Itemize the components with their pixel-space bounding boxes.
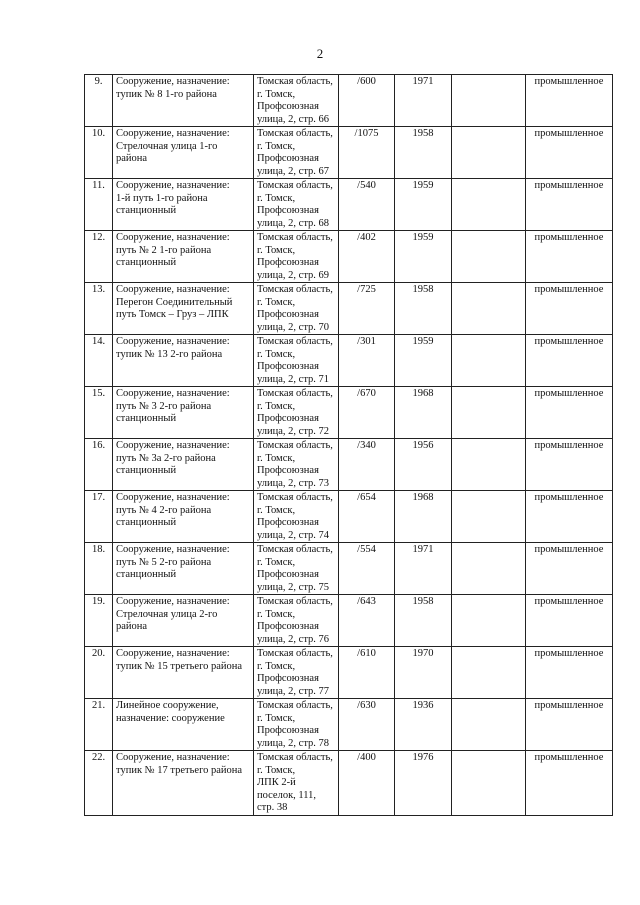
empty-cell xyxy=(452,491,526,543)
address-line: улица, 2, стр. 78 xyxy=(257,737,330,749)
table-row xyxy=(85,699,613,751)
address-cell xyxy=(254,335,339,387)
table-row xyxy=(85,231,613,283)
row-number-cell: 20. xyxy=(85,647,113,699)
address-cell xyxy=(254,179,339,231)
address-line: Томская область, xyxy=(257,76,333,87)
address-line: Томская область, xyxy=(257,336,333,347)
row-number-cell: 14. xyxy=(85,335,113,387)
address-line: г. Томск, xyxy=(257,88,296,100)
row-number-cell: 18. xyxy=(85,543,113,595)
row-number-cell: 11. xyxy=(85,179,113,231)
empty-cell xyxy=(452,75,526,127)
length-cell: /1075 xyxy=(339,127,395,179)
table-body xyxy=(85,75,613,816)
address-line: Профсоюзная xyxy=(257,517,319,528)
address-cell xyxy=(254,595,339,647)
address-cell xyxy=(254,647,339,699)
purpose-cell: промышленное xyxy=(526,231,613,283)
page-number: 2 xyxy=(316,46,324,61)
address-line: Томская область, xyxy=(257,284,333,295)
table-row xyxy=(85,491,613,543)
row-number-cell: 10. xyxy=(85,127,113,179)
year-cell: 1976 xyxy=(395,751,452,816)
name-line: Сооружение, назначение: xyxy=(116,76,230,87)
length-cell: /643 xyxy=(339,595,395,647)
address-line: Томская область, xyxy=(257,128,333,139)
address-line: г. Томск, xyxy=(257,608,296,620)
empty-cell xyxy=(452,543,526,595)
object-name-cell xyxy=(113,283,254,335)
empty-cell xyxy=(452,335,526,387)
length-cell: /610 xyxy=(339,647,395,699)
name-line: Перегон Соединительный xyxy=(116,296,233,308)
name-line: района xyxy=(116,153,148,164)
table-row xyxy=(85,127,613,179)
purpose-cell: промышленное xyxy=(526,595,613,647)
empty-cell xyxy=(452,283,526,335)
row-number-cell: 13. xyxy=(85,283,113,335)
purpose-cell: промышленное xyxy=(526,283,613,335)
name-line: Сооружение, назначение: xyxy=(116,128,230,139)
address-line: г. Томск, xyxy=(257,452,296,464)
row-number-cell: 19. xyxy=(85,595,113,647)
address-cell xyxy=(254,439,339,491)
table-row xyxy=(85,647,613,699)
address-line: улица, 2, стр. 66 xyxy=(257,113,330,125)
year-cell: 1971 xyxy=(395,543,452,595)
length-cell: /670 xyxy=(339,387,395,439)
name-line: тупик № 13 2-го района xyxy=(116,348,223,360)
year-cell: 1958 xyxy=(395,127,452,179)
table-row xyxy=(85,283,613,335)
address-line: г. Томск, xyxy=(257,400,296,412)
address-line: Томская область, xyxy=(257,648,333,659)
year-cell: 1959 xyxy=(395,179,452,231)
address-line: улица, 2, стр. 74 xyxy=(257,529,330,541)
address-line: Профсоюзная xyxy=(257,153,319,164)
address-line: г. Томск, xyxy=(257,660,296,672)
object-name-cell xyxy=(113,335,254,387)
name-line: тупик № 8 1-го района xyxy=(116,88,217,100)
object-name-cell xyxy=(113,491,254,543)
row-number-cell: 12. xyxy=(85,231,113,283)
table-row xyxy=(85,335,613,387)
address-line: Профсоюзная xyxy=(257,101,319,112)
address-line: улица, 2, стр. 75 xyxy=(257,581,330,593)
object-name-cell xyxy=(113,647,254,699)
length-cell: /540 xyxy=(339,179,395,231)
year-cell: 1970 xyxy=(395,647,452,699)
address-line: улица, 2, стр. 71 xyxy=(257,373,330,385)
table-row xyxy=(85,387,613,439)
address-line: улица, 2, стр. 67 xyxy=(257,165,330,177)
address-line: улица, 2, стр. 76 xyxy=(257,633,330,645)
purpose-cell: промышленное xyxy=(526,179,613,231)
name-line: путь № 3а 2-го района xyxy=(116,452,216,464)
address-cell xyxy=(254,699,339,751)
purpose-cell: промышленное xyxy=(526,127,613,179)
row-number-cell: 22. xyxy=(85,751,113,816)
address-line: улица, 2, стр. 69 xyxy=(257,269,330,281)
address-line: Томская область, xyxy=(257,440,333,451)
purpose-cell: промышленное xyxy=(526,75,613,127)
empty-cell xyxy=(452,647,526,699)
year-cell: 1959 xyxy=(395,231,452,283)
object-name-cell xyxy=(113,595,254,647)
name-line: Стрелочная улица 1-го xyxy=(116,140,218,152)
empty-cell xyxy=(452,595,526,647)
name-line: путь № 2 1-го района xyxy=(116,244,212,256)
purpose-cell: промышленное xyxy=(526,335,613,387)
empty-cell xyxy=(452,127,526,179)
purpose-cell: промышленное xyxy=(526,439,613,491)
address-line: поселок, 111, xyxy=(257,789,317,801)
address-line: г. Томск, xyxy=(257,712,296,724)
property-registry-table xyxy=(84,74,613,816)
year-cell: 1968 xyxy=(395,491,452,543)
table-row xyxy=(85,751,613,816)
address-line: Томская область, xyxy=(257,492,333,503)
object-name-cell xyxy=(113,231,254,283)
name-line: Сооружение, назначение: xyxy=(116,492,230,503)
name-line: путь Томск – Груз – ЛПК xyxy=(116,309,229,320)
address-line: улица, 2, стр. 73 xyxy=(257,477,330,489)
address-line: г. Томск, xyxy=(257,348,296,360)
name-line: Сооружение, назначение: xyxy=(116,440,230,451)
address-line: Профсоюзная xyxy=(257,621,319,632)
object-name-cell xyxy=(113,699,254,751)
name-line: Сооружение, назначение: xyxy=(116,232,230,243)
name-line: района xyxy=(116,621,148,632)
empty-cell xyxy=(452,699,526,751)
purpose-cell: промышленное xyxy=(526,543,613,595)
row-number-cell: 9. xyxy=(85,75,113,127)
address-line: Томская область, xyxy=(257,752,333,763)
length-cell: /554 xyxy=(339,543,395,595)
name-line: станционный xyxy=(116,517,177,528)
empty-cell xyxy=(452,439,526,491)
address-line: Томская область, xyxy=(257,596,333,607)
address-cell xyxy=(254,231,339,283)
table-row xyxy=(85,179,613,231)
address-line: г. Томск, xyxy=(257,192,296,204)
year-cell: 1956 xyxy=(395,439,452,491)
table-row xyxy=(85,595,613,647)
length-cell: /600 xyxy=(339,75,395,127)
address-line: Томская область, xyxy=(257,180,333,191)
address-cell xyxy=(254,751,339,816)
name-line: Линейное сооружение, xyxy=(116,700,219,711)
name-line: тупик № 15 третьего района xyxy=(116,660,243,672)
object-name-cell xyxy=(113,179,254,231)
name-line: Сооружение, назначение: xyxy=(116,648,230,659)
year-cell: 1968 xyxy=(395,387,452,439)
table-row xyxy=(85,439,613,491)
table-row xyxy=(85,75,613,127)
object-name-cell xyxy=(113,387,254,439)
year-cell: 1936 xyxy=(395,699,452,751)
address-cell xyxy=(254,127,339,179)
address-cell xyxy=(254,75,339,127)
address-line: улица, 2, стр. 77 xyxy=(257,685,330,697)
object-name-cell xyxy=(113,543,254,595)
name-line: станционный xyxy=(116,257,177,268)
purpose-cell: промышленное xyxy=(526,751,613,816)
name-line: Сооружение, назначение: xyxy=(116,596,230,607)
purpose-cell: промышленное xyxy=(526,491,613,543)
address-line: Томская область, xyxy=(257,544,333,555)
object-name-cell xyxy=(113,439,254,491)
address-line: Томская область, xyxy=(257,700,333,711)
empty-cell xyxy=(452,751,526,816)
address-line: Профсоюзная xyxy=(257,413,319,424)
address-cell xyxy=(254,491,339,543)
purpose-cell: промышленное xyxy=(526,647,613,699)
name-line: Сооружение, назначение: xyxy=(116,180,230,191)
address-line: Томская область, xyxy=(257,232,333,243)
address-line: Профсоюзная xyxy=(257,569,319,580)
address-line: Профсоюзная xyxy=(257,257,319,268)
length-cell: /340 xyxy=(339,439,395,491)
address-line: Профсоюзная xyxy=(257,205,319,216)
address-line: г. Томск, xyxy=(257,244,296,256)
address-line: Профсоюзная xyxy=(257,465,319,476)
address-line: улица, 2, стр. 68 xyxy=(257,217,330,229)
address-line: Профсоюзная xyxy=(257,361,319,372)
length-cell: /301 xyxy=(339,335,395,387)
address-cell xyxy=(254,283,339,335)
address-line: Профсоюзная xyxy=(257,673,319,684)
length-cell: /630 xyxy=(339,699,395,751)
name-line: Сооружение, назначение: xyxy=(116,544,230,555)
length-cell: /402 xyxy=(339,231,395,283)
name-line: путь № 5 2-го района xyxy=(116,556,212,568)
address-line: улица, 2, стр. 72 xyxy=(257,425,330,437)
name-line: Сооружение, назначение: xyxy=(116,284,230,295)
name-line: станционный xyxy=(116,465,177,476)
address-line: г. Томск, xyxy=(257,764,296,776)
length-cell: /654 xyxy=(339,491,395,543)
table-row xyxy=(85,543,613,595)
address-line: г. Томск, xyxy=(257,556,296,568)
name-line: путь № 3 2-го района xyxy=(116,400,212,412)
address-line: стр. 38 xyxy=(257,802,288,813)
name-line: Стрелочная улица 2-го xyxy=(116,608,218,620)
address-line: г. Томск, xyxy=(257,504,296,516)
address-line: г. Томск, xyxy=(257,140,296,152)
name-line: тупик № 17 третьего района xyxy=(116,764,243,776)
address-line: Томская область, xyxy=(257,388,333,399)
row-number-cell: 17. xyxy=(85,491,113,543)
length-cell: /400 xyxy=(339,751,395,816)
empty-cell xyxy=(452,231,526,283)
year-cell: 1958 xyxy=(395,595,452,647)
length-cell: /725 xyxy=(339,283,395,335)
name-line: назначение: сооружение xyxy=(116,712,225,724)
address-cell xyxy=(254,543,339,595)
name-line: Сооружение, назначение: xyxy=(116,388,230,399)
address-line: Профсоюзная xyxy=(257,725,319,736)
purpose-cell: промышленное xyxy=(526,699,613,751)
name-line: станционный xyxy=(116,413,177,424)
name-line: станционный xyxy=(116,205,177,216)
address-line: г. Томск, xyxy=(257,296,296,308)
address-line: улица, 2, стр. 70 xyxy=(257,321,330,333)
year-cell: 1959 xyxy=(395,335,452,387)
year-cell: 1958 xyxy=(395,283,452,335)
year-cell: 1971 xyxy=(395,75,452,127)
row-number-cell: 16. xyxy=(85,439,113,491)
address-line: ЛПК 2-й xyxy=(257,777,296,788)
address-cell xyxy=(254,387,339,439)
object-name-cell xyxy=(113,751,254,816)
name-line: станционный xyxy=(116,569,177,580)
object-name-cell xyxy=(113,75,254,127)
address-line: Профсоюзная xyxy=(257,309,319,320)
empty-cell xyxy=(452,179,526,231)
name-line: путь № 4 2-го района xyxy=(116,504,212,516)
name-line: Сооружение, назначение: xyxy=(116,752,230,763)
name-line: 1-й путь 1-го района xyxy=(116,192,208,204)
row-number-cell: 15. xyxy=(85,387,113,439)
row-number-cell: 21. xyxy=(85,699,113,751)
purpose-cell: промышленное xyxy=(526,387,613,439)
object-name-cell xyxy=(113,127,254,179)
name-line: Сооружение, назначение: xyxy=(116,336,230,347)
empty-cell xyxy=(452,387,526,439)
